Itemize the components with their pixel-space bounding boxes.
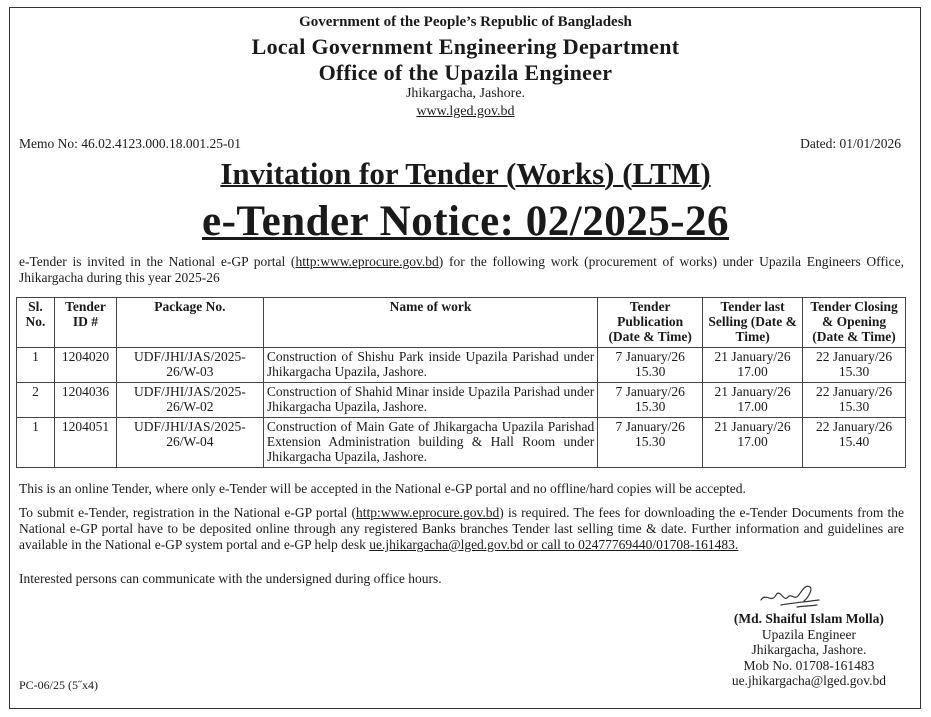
cell-selling: 21 January/26 17.00 [703, 418, 803, 468]
intro-paragraph [19, 254, 904, 286]
eprocure-link[interactable]: http:www.eprocure.gov.bd [295, 254, 439, 269]
cell-sl: 2 [17, 383, 55, 418]
header-sl: Sl. No. [17, 298, 55, 348]
department-title: Local Government Engineering Department [251, 34, 680, 59]
submission-text-1: To submit e-Tender, registration in the National e-GP portal ( [19, 505, 356, 520]
eprocure-link-2[interactable]: http:www.eprocure.gov.bd [355, 505, 500, 520]
submission-text-2: ) is required. The fees for downloading the e-Tender Documents from the National e-GP portal have to be deposited online through any registered Banks branches Tender last selling time & date. Further information and guidelines are available in the National e-GP system portal and e-GP help desk [19, 505, 904, 552]
table-row [17, 418, 906, 468]
pc-reference: PC-06/25 (5˝x4) [19, 678, 98, 692]
cell-sl: 1 [17, 348, 55, 383]
header-closing: Tender Closing & Opening (Date & Time) [803, 298, 906, 348]
signatory-place: Jhikargacha, Jashore. [751, 642, 867, 657]
notice-title [0, 197, 931, 246]
signatory-designation: Upazila Engineer [761, 626, 856, 642]
cell-package: UDF/JHI/JAS/2025-26/W-04 [116, 418, 263, 468]
contact-email-phone[interactable]: ue.jhikargacha@lged.gov.bd or call to 02477769440/01708-161483. [369, 537, 739, 552]
signatory-mobile: Mob No. 01708-161483 [743, 657, 875, 673]
office-title: Office of the Upazila Engineer [318, 60, 613, 85]
signatory-block [732, 611, 886, 689]
cell-closing: 22 January/26 15.40 [803, 418, 906, 468]
invitation-title-text: Invitation for Tender (Works) (LTM) [220, 156, 711, 191]
government-line: Government of the People’s Republic of Bangladesh [299, 14, 632, 30]
office-location: Jhikargacha, Jashore. [405, 86, 526, 101]
table-row [17, 383, 906, 418]
signatory-name: (Md. Shaiful Islam Molla) [733, 611, 884, 626]
cell-closing: 22 January/26 15.30 [803, 348, 906, 383]
cell-sl: 1 [17, 418, 55, 468]
intro-text-2: ) for the following work (procurement of works) under Upazila Engineers Office, Jhikargacha during this year 2025-26 [19, 254, 904, 285]
header-package: Package No. [116, 298, 263, 348]
notice-title-text: e-Tender Notice: 02/2025-26 [201, 198, 730, 245]
website-link[interactable]: www.lged.gov.bd [416, 104, 515, 119]
memo-number: Memo No: 46.02.4123.000.18.001.25-01 [19, 136, 241, 151]
cell-publication: 7 January/26 15.30 [598, 383, 703, 418]
header-tender-id: Tender ID # [54, 298, 116, 348]
cell-work: Construction of Main Gate of Jhikargacha Upazila Parishad Extension Administration building & Hall Room under Jhikargacha Upazila, Jashore. [263, 418, 597, 468]
online-tender-paragraph: This is an online Tender, where only e-Tender will be accepted in the National e-GP portal and no offline/hard copies will be accepted. [19, 481, 746, 496]
cell-publication: 7 January/26 15.30 [598, 348, 703, 383]
invitation-title [0, 156, 931, 192]
cell-selling: 21 January/26 17.00 [703, 383, 803, 418]
cell-tender-id: 1204020 [54, 348, 116, 383]
cell-work: Construction of Shishu Park inside Upazila Parishad under Jhikargacha Upazila, Jashore. [263, 348, 597, 383]
handwritten-signature [757, 578, 827, 612]
cell-selling: 21 January/26 17.00 [703, 348, 803, 383]
table-header-row [17, 298, 906, 348]
table-row [17, 348, 906, 383]
memo-date: Dated: 01/01/2026 [800, 136, 901, 151]
communication-paragraph: Interested persons can communicate with the undersigned during office hours. [19, 571, 442, 586]
tender-table [16, 297, 906, 468]
header-work: Name of work [263, 298, 597, 348]
signatory-email[interactable]: ue.jhikargacha@lged.gov.bd [731, 673, 886, 688]
submission-paragraph [19, 505, 904, 553]
cell-work: Construction of Shahid Minar inside Upazila Parishad under Jhikargacha Upazila, Jashore. [263, 383, 597, 418]
cell-closing: 22 January/26 15.30 [803, 383, 906, 418]
header-selling: Tender last Selling (Date & Time) [703, 298, 803, 348]
header-publication: Tender Publication (Date & Time) [598, 298, 703, 348]
cell-tender-id: 1204036 [54, 383, 116, 418]
cell-package: UDF/JHI/JAS/2025-26/W-03 [116, 348, 263, 383]
cell-tender-id: 1204051 [54, 418, 116, 468]
intro-text-1: e-Tender is invited in the National e-GP portal ( [19, 254, 296, 269]
cell-package: UDF/JHI/JAS/2025-26/W-02 [116, 383, 263, 418]
cell-publication: 7 January/26 15.30 [598, 418, 703, 468]
